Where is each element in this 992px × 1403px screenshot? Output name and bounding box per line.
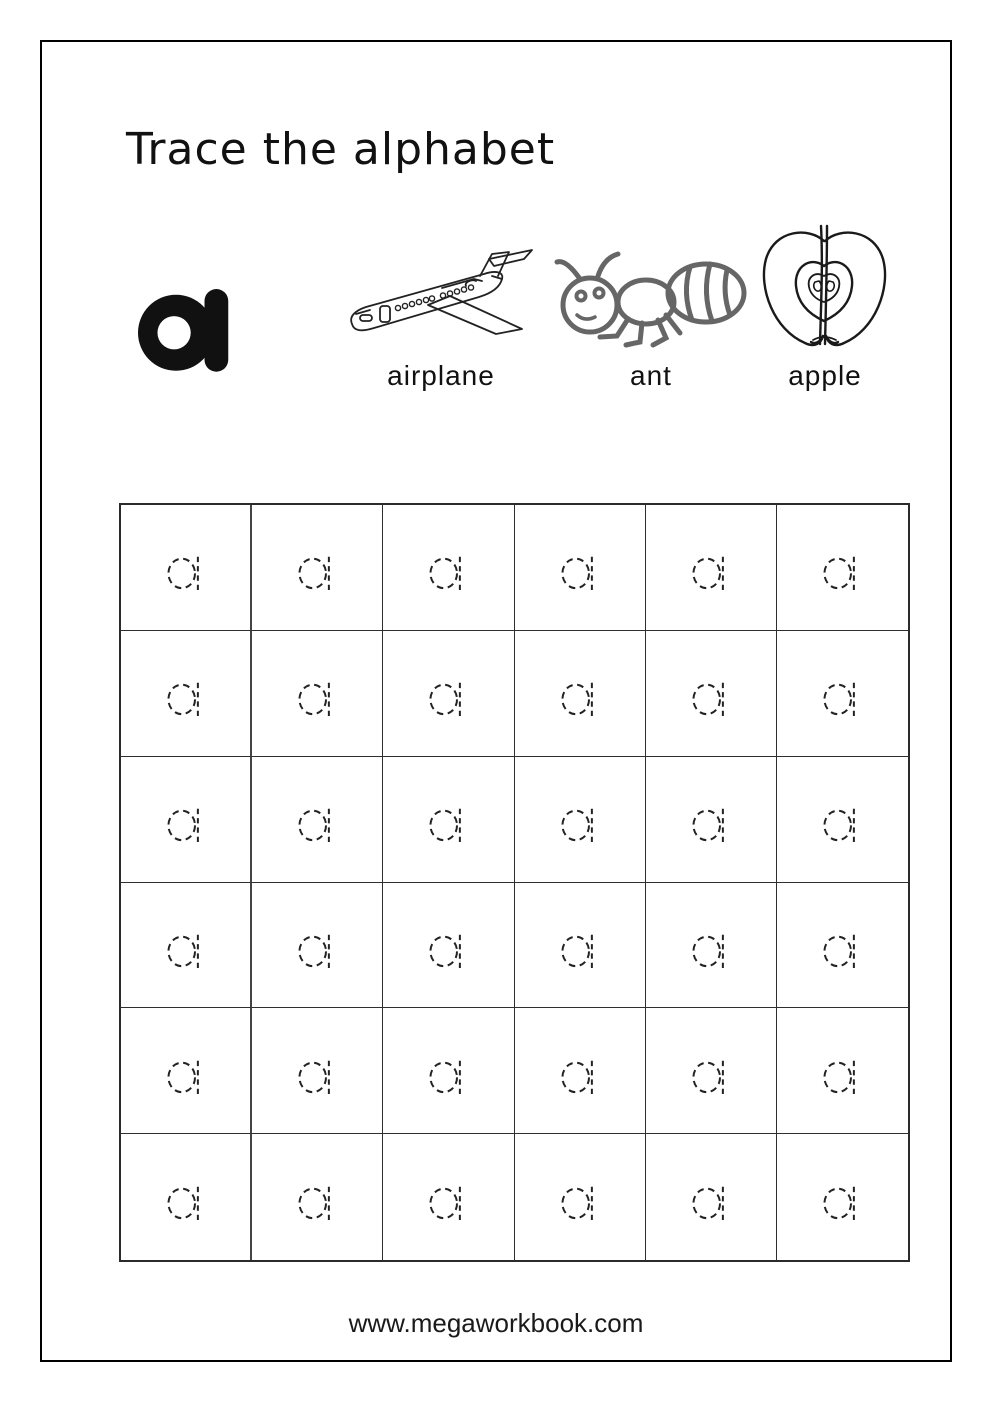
dashed-letter-a-icon: [167, 1182, 205, 1222]
dashed-letter-a-icon: [298, 1056, 336, 1096]
dashed-letter-a-icon: [298, 552, 336, 592]
dashed-letter-a-icon: [823, 930, 861, 970]
trace-cell: [515, 1008, 646, 1134]
trace-cell: [777, 883, 908, 1009]
dashed-letter-a-icon: [823, 804, 861, 844]
dashed-letter-a-icon: [823, 1056, 861, 1096]
dashed-letter-a-icon: [692, 552, 730, 592]
dashed-letter-a-icon: [298, 930, 336, 970]
dashed-letter-a-icon: [429, 804, 467, 844]
dashed-letter-a-icon: [167, 804, 205, 844]
dashed-letter-a-icon: [298, 1182, 336, 1222]
trace-cell: [646, 1134, 777, 1260]
dashed-letter-a-icon: [823, 1182, 861, 1222]
trace-cell: [252, 883, 383, 1009]
dashed-letter-a-icon: [692, 678, 730, 718]
trace-cell: [646, 505, 777, 631]
dashed-letter-a-icon: [692, 1056, 730, 1096]
trace-cell: [515, 631, 646, 757]
trace-cell: [121, 631, 252, 757]
trace-cell: [383, 883, 514, 1009]
dashed-letter-a-icon: [561, 930, 599, 970]
trace-cell: [252, 1134, 383, 1260]
dashed-letter-a-icon: [561, 1182, 599, 1222]
trace-cell: [383, 1008, 514, 1134]
trace-cell: [121, 1134, 252, 1260]
trace-cell: [252, 631, 383, 757]
tracing-grid: [119, 503, 910, 1262]
trace-cell: [121, 505, 252, 631]
dashed-letter-a-icon: [167, 1056, 205, 1096]
trace-cell: [515, 1134, 646, 1260]
dashed-letter-a-icon: [167, 678, 205, 718]
footer-url: www.megaworkbook.com: [348, 1308, 644, 1338]
trace-cell: [383, 757, 514, 883]
trace-cell: [515, 757, 646, 883]
trace-cell: [777, 1134, 908, 1260]
airplane-icon: [346, 248, 536, 342]
apple-icon: [757, 224, 892, 350]
trace-cell: [515, 883, 646, 1009]
trace-cell: [646, 1008, 777, 1134]
dashed-letter-a-icon: [561, 678, 599, 718]
dashed-letter-a-icon: [429, 678, 467, 718]
trace-cell: [252, 505, 383, 631]
trace-cell: [646, 631, 777, 757]
trace-cell: [383, 631, 514, 757]
dashed-letter-a-icon: [692, 930, 730, 970]
trace-cell: [515, 505, 646, 631]
trace-cell: [383, 1134, 514, 1260]
trace-cell: [121, 757, 252, 883]
dashed-letter-a-icon: [692, 1182, 730, 1222]
trace-cell: [777, 505, 908, 631]
trace-cell: [777, 631, 908, 757]
trace-cell: [121, 883, 252, 1009]
ant-icon: [554, 249, 748, 348]
letter-a-glyph: [138, 284, 233, 372]
dashed-letter-a-icon: [429, 1182, 467, 1222]
dashed-letter-a-icon: [429, 552, 467, 592]
trace-cell: [383, 505, 514, 631]
trace-cell: [252, 757, 383, 883]
worksheet-title: Trace the alphabet: [126, 124, 556, 175]
trace-cell: [777, 757, 908, 883]
trace-cell: [646, 883, 777, 1009]
trace-cell: [252, 1008, 383, 1134]
dashed-letter-a-icon: [561, 1056, 599, 1096]
example-label-airplane: airplane: [387, 360, 495, 391]
dashed-letter-a-icon: [561, 804, 599, 844]
dashed-letter-a-icon: [298, 804, 336, 844]
dashed-letter-a-icon: [823, 552, 861, 592]
big-letter-a: [138, 284, 233, 372]
dashed-letter-a-icon: [167, 552, 205, 592]
trace-cell: [777, 1008, 908, 1134]
dashed-letter-a-icon: [429, 930, 467, 970]
example-label-apple: apple: [788, 360, 862, 391]
dashed-letter-a-icon: [167, 930, 205, 970]
dashed-letter-a-icon: [692, 804, 730, 844]
dashed-letter-a-icon: [823, 678, 861, 718]
example-label-ant: ant: [630, 360, 672, 391]
trace-cell: [121, 1008, 252, 1134]
dashed-letter-a-icon: [429, 1056, 467, 1096]
dashed-letter-a-icon: [298, 678, 336, 718]
trace-cell: [646, 757, 777, 883]
dashed-letter-a-icon: [561, 552, 599, 592]
